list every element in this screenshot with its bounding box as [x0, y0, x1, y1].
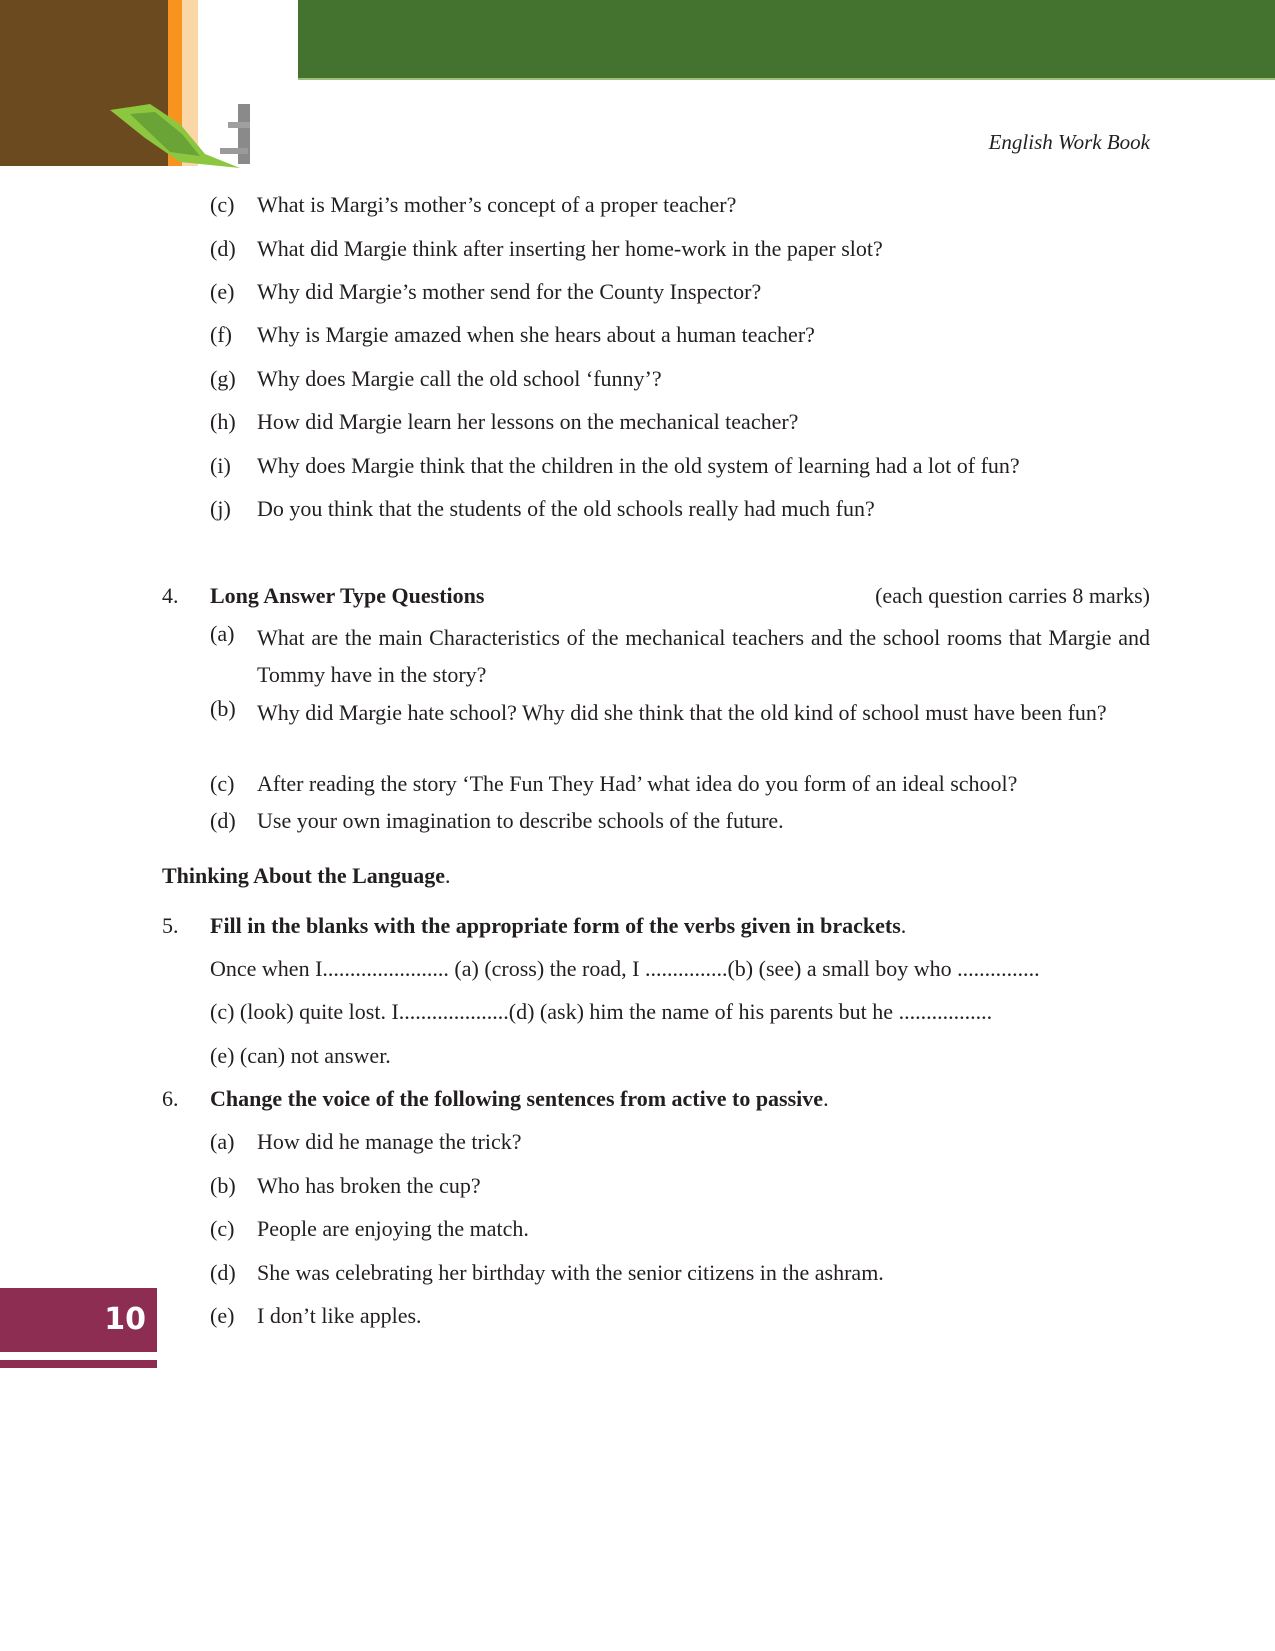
running-head: English Work Book — [988, 130, 1150, 154]
item-text: How did Margie learn her lessons on the mechanical teacher? — [257, 409, 799, 434]
item-label: (d) — [210, 236, 236, 261]
item-label: (c) — [210, 192, 235, 217]
subsection-punct: . — [445, 863, 451, 888]
section-number: 5. — [162, 913, 179, 938]
item-text: Why does Margie think that the children in the old system of learning had a lot of fun? — [257, 453, 1020, 478]
item-text: People are enjoying the match. — [257, 1216, 529, 1241]
item-label: (b) — [210, 696, 236, 721]
section-punct: . — [900, 913, 907, 938]
item-label: (g) — [210, 366, 236, 391]
item-text: What is Margi’s mother’s concept of a proper teacher? — [257, 192, 737, 217]
item-text: How did he manage the trick? — [257, 1129, 522, 1154]
subsection-title: Thinking About the Language — [162, 863, 446, 888]
item-text: She was celebrating her birthday with the senior citizens in the ashram. — [257, 1260, 884, 1285]
item-label: (c) — [210, 1216, 235, 1241]
item-label: (e) — [210, 279, 235, 304]
item-label: (e) — [210, 1303, 235, 1328]
item-label: (b) — [210, 1173, 236, 1198]
item-text: Who has broken the cup? — [257, 1173, 481, 1198]
item-text: Do you think that the students of the old schools really had much fun? — [257, 496, 875, 521]
item-label: (a) — [210, 621, 235, 646]
page-number: 10 — [104, 1302, 146, 1337]
section-title: Change the voice of the following sentences from active to passive — [210, 1086, 824, 1111]
item-label: (c) — [210, 771, 235, 796]
section-title: Fill in the blanks with the appropriate form of the verbs given in brackets — [210, 913, 901, 938]
leaf-icon — [110, 104, 270, 174]
item-text: What did Margie think after inserting her home-work in the paper slot? — [257, 236, 883, 261]
section-title: Long Answer Type Questions — [210, 583, 485, 608]
item-text: Why does Margie call the old school ‘funny’? — [257, 366, 662, 391]
header-green-line — [298, 78, 1275, 80]
item-text: Use your own imagination to describe schools of the future. — [257, 808, 784, 833]
item-label: (i) — [210, 453, 231, 478]
item-text: Why did Margie hate school? Why did she think that the old kind of school must have been fun? — [257, 700, 1107, 725]
item-label: (d) — [210, 808, 236, 833]
item-text: After reading the story ‘The Fun They Had’ what idea do you form of an ideal school? — [257, 771, 1018, 796]
item-text: Why is Margie amazed when she hears about a human teacher? — [257, 322, 815, 347]
blank-line: Once when I....................... (a) (cross) the road, I ...............(b) (see) a small boy who ............... — [210, 956, 1040, 981]
item-text: What are the main Characteristics of the mechanical teachers and the school rooms that Margie and Tommy have in the story? — [257, 625, 1150, 687]
item-label: (h) — [210, 409, 236, 434]
item-label: (j) — [210, 496, 231, 521]
blank-line: (e) (can) not answer. — [210, 1043, 391, 1068]
item-label: (a) — [210, 1129, 235, 1154]
marks-note: (each question carries 8 marks) — [875, 583, 1150, 608]
header-green-bar — [298, 0, 1275, 78]
item-label: (f) — [210, 322, 232, 347]
section-punct: . — [823, 1086, 829, 1111]
page-number-underline — [0, 1360, 157, 1368]
item-label: (d) — [210, 1260, 236, 1285]
section-number: 4. — [162, 583, 179, 608]
section-number: 6. — [162, 1086, 179, 1111]
item-text: Why did Margie’s mother send for the County Inspector? — [257, 279, 762, 304]
item-text: I don’t like apples. — [257, 1303, 422, 1328]
blank-line: (c) (look) quite lost. I....................(d) (ask) him the name of his parents but he ................. — [210, 999, 993, 1024]
subsection-heading — [162, 861, 451, 891]
